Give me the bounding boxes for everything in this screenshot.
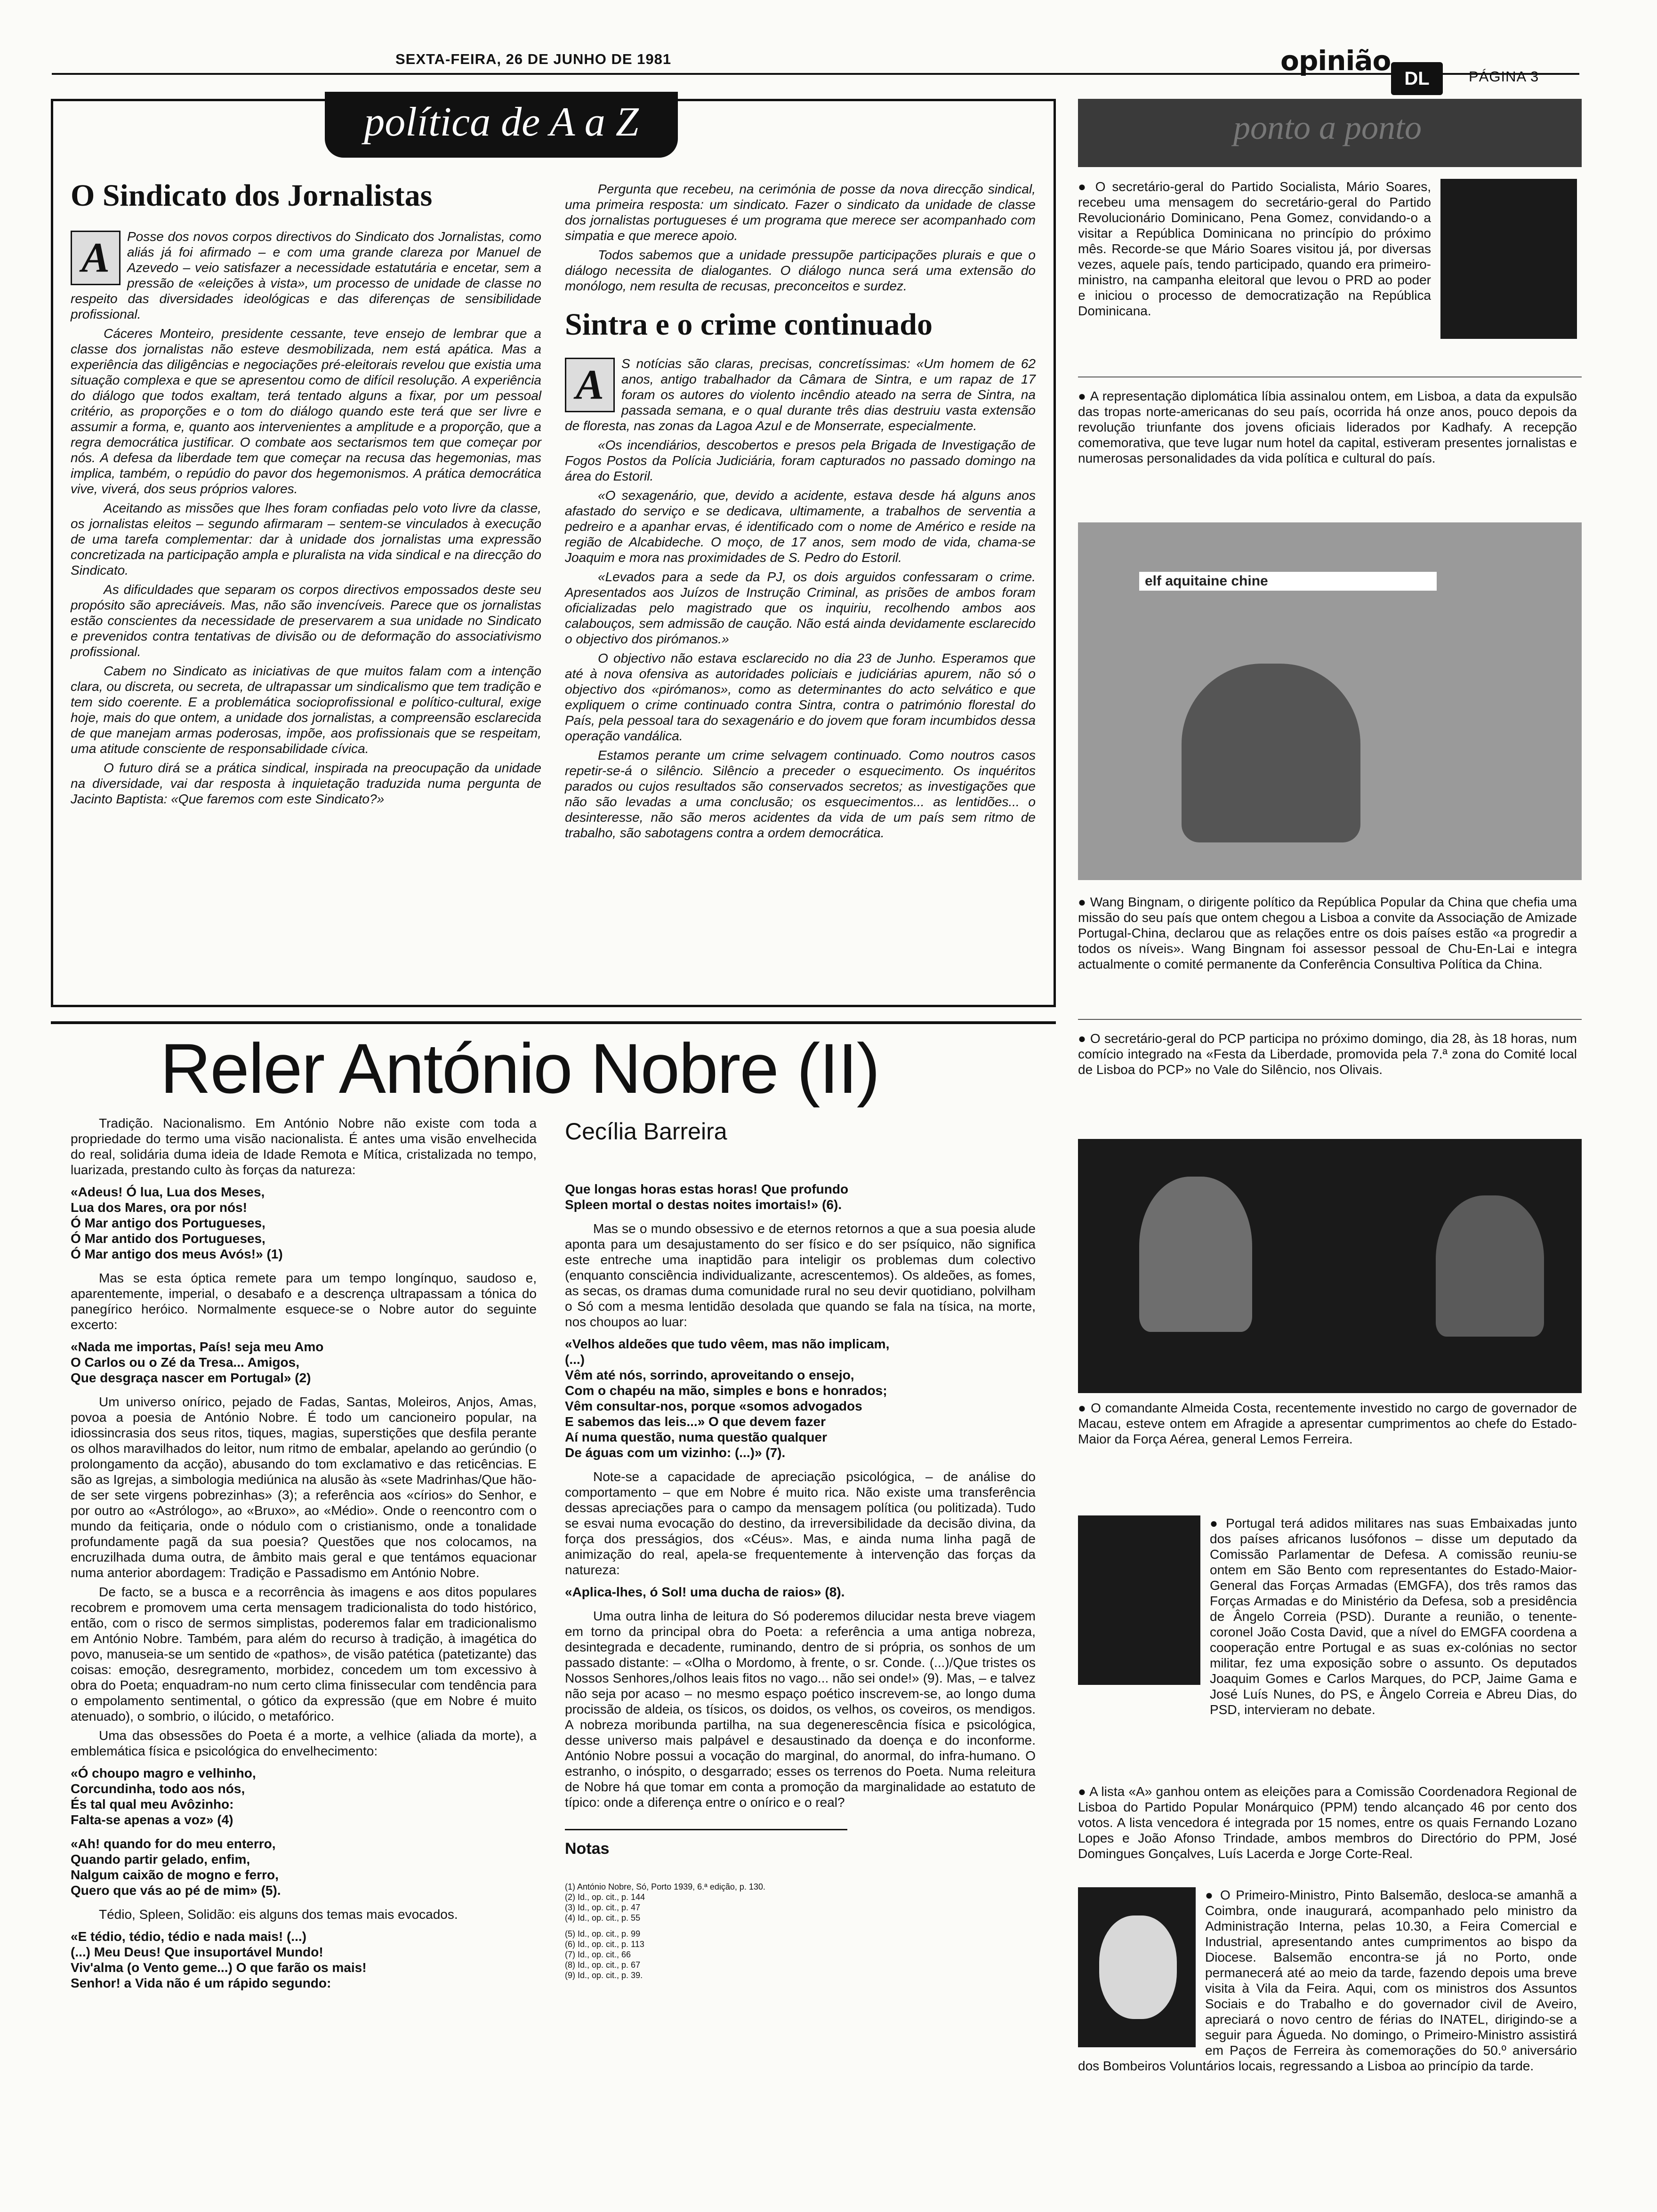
note-item: (6) Id., op. cit., p. 113 xyxy=(565,1940,644,1949)
photo-china-delegation xyxy=(1078,522,1582,880)
poem-3 xyxy=(71,1765,537,1827)
bullet-icon: ● xyxy=(1078,179,1095,194)
paragraph: Estamos perante um crime selvagem continuado. Como noutros casos repetir-se-á o silêncio. Silêncio a preceder o esquecimento. Os inquéritos parados ou cujos resultados são conservados secretos; as investigações que não são levadas a uma conclusão; os esquecimentos... as lentidões... o desinteresse, não são meros acidentes da vida de um país sem ritmo de trabalho, são sabotagens contra a ordem democrática. xyxy=(565,748,1036,840)
paragraph: As dificuldades que separam os corpos directivos empossados deste seu propósito são apreciáveis. Mas, não são invencíveis. Parece que os jornalistas estão conscientes da necessidade de preservarem a sua unidade no Sindicato e prevenidos contra tentativas de divisão ou de deformação do associativismo profissional. xyxy=(71,582,541,659)
poem-line: «Ah! quando for do meu enterro, xyxy=(71,1836,276,1851)
poem-line: «Velhos aldeões que tudo vêem, mas não implicam, xyxy=(565,1337,890,1351)
header-section-tag: DL xyxy=(1391,62,1443,95)
poem-line: Aí numa questão, numa questão qualquer xyxy=(565,1430,827,1444)
paragraph: Note-se a capacidade de apreciação psicológica, – de análise do comportamento – que em Nobre é muito rica. Não existe uma transferência dessas apreciações para o campo da mensagem política (ou politizada). Tudo se esvai numa evocação do destino, da irreversibilidade da decisão divina, da força dos presságios, dos «Céus». Mas, e ainda numa linha pagã de animização do real, apela-se frequentemente à intervenção das forças da natureza: xyxy=(565,1469,1036,1577)
poem-line: És tal qual meu Avôzinho: xyxy=(71,1797,234,1811)
poem-line: (...) xyxy=(565,1352,585,1367)
ponto-item-7: ● A lista «A» ganhou ontem as eleições para a Comissão Coordenadora Regional de Lisboa do Partido Popular Monárquico (PPM) tendo alcançado 46 por cento dos votos. A lista vencedora é integrada por 15 nomes, entre os quais Fernando Lozano Lopes e João Afonso Trindade, ambos membros do Directório do PPM, José Domingues Gonçalves, Luís Lacerda e Jorge Corte-Real. xyxy=(1078,1784,1577,1861)
paragraph: Cáceres Monteiro, presidente cessante, teve ensejo de lembrar que a classe dos jornalistas não esteve desmobilizada, nem está apática. Mas a experiência das diligências e negociações pré-eleitorais revelou que existia uma situação complexa e que se apresentou como de difícil resolução. A experiência do diálogo que todos exaltam, terá tentado alguns a fixar, por um pessoal critério, as proporções e o tom do diálogo quando este terá que ser livre e assumir a forma, e, quanto aos intervenientes a amplitude e a proporção, que a regra democrática justificar. O combate aos sectarismos tem que começar por nós. A defesa da liberdade tem que começar na recusa das hegemonias, mas implica, também, o repúdio do pavor dos hegemonismos. A prática democrática vive, viverá, dos seus próprios valores. xyxy=(71,326,541,496)
bullet-icon: ● xyxy=(1078,1031,1090,1046)
ponto-item-3: ● Wang Bingnam, o dirigente político da República Popular da China que chefia uma missão do seu país que ontem chegou a Lisboa a convite da Associação de Amizade Portugal-China, declarou que as relações entre os dois países estão «a progredir a todos os níveis». Wang Bingnam foi assessor pessoal de Chu-En-Lai e integra actualmente o comité permanente da Conferência Consultiva Política da China. xyxy=(1078,895,1577,971)
note-item: (8) Id., op. cit., p. 67 xyxy=(565,1960,641,1970)
paragraph: «Levados para a sede da PJ, os dois arguidos confessaram o crime. Apresentados aos Juízos de Instrução Criminal, as prisões de ambos foram oficializadas pelo magistrado que os inquiriu, recolhendo ambos aos calabouços, sem admissão de caução. Não está ainda devidamente esclarecido o objectivo dos pirómanos.» xyxy=(565,569,1036,646)
bullet-icon: ● xyxy=(1210,1516,1226,1531)
poem-line: Vêm até nós, sorrindo, aproveitando o ensejo, xyxy=(565,1368,854,1382)
paragraph: Mas se esta óptica remete para um tempo longínquo, saudoso e, aparentemente, imperial, o desabafo e a descrença ultrapassam a tónica do panegírico heróico. Normalmente esquece-se o Nobre autor do seguinte excerto: xyxy=(71,1271,537,1332)
paragraph: Uma outra linha de leitura do Só poderemos dilucidar nesta breve viagem em torno da principal obra do Poeta: a referência a uma antiga nobreza, desintegrada e decadente, ruminando, dentro de si própria, os sonhos de um passado distante: – «Olha o Mordomo, à frente, o sr. Conde. (...)/Que tristes os Nossos Senhores,/olhos leais fitos no vago... não sei onde!» (9). Mas, – e talvez não seja por acaso – no mesmo espaço poético inscrevem-se, ao longo duma procissão de aldeia, os tísicos, os doidos, os velhos, os coveiros, os mendigos. A nobreza moribunda partilha, na sua degenerescência física e psicológica, desse universo mais palpável e desaustinado da doença e do inconforme. António Nobre possui a vocação do marginal, do anormal, do infra-humano. O estranho, o inóspito, o desgarrado; esses os terrenos do Poeta. Numa releitura de Nobre há que tomar em conta a promoção da marginalidade ao estatuto de típico: onde a diferença entre o onírico e o real? xyxy=(565,1609,1036,1810)
poem-line: «Nada me importas, País! seja meu Amo xyxy=(71,1339,324,1354)
paragraph: Posse dos novos corpos directivos do Sindicato dos Jornalistas, como aliás já foi afirmado – e com uma grande clareza por Manuel de Azevedo – veio satisfazer a necessidade estatutária e encetar, sem a pressão de «eleições à vista», um processo de unidade de classe no respeito das diversidades ideológicas e das diferenças de sensibilidade profissional. xyxy=(71,229,541,321)
paragraph: S notícias são claras, precisas, concretíssimas: «Um homem de 62 anos, antigo trabalhador da Câmara de Sintra, e um rapaz de 17 foram os autores do violento incêndio ateado na serra de Sintra, na passada semana, e o qual durante três dias destruiu vasta extensão de floresta, nas zonas da Lagoa Azul e de Monserrate, especialmente. xyxy=(565,356,1036,433)
poem-line: Spleen mortal o destas noites imortais!» (6). xyxy=(565,1197,842,1212)
ponto-item-5: ● O comandante Almeida Costa, recentemente investido no cargo de governador de Macau, esteve ontem em Afragide a apresentar cumprimentos ao chefe do Estado-Maior da Força Aérea, general Lemos Ferreira. xyxy=(1078,1401,1577,1446)
poem-line: «E tédio, tédio, tédio e nada mais! (...) xyxy=(71,1929,306,1944)
poem-2 xyxy=(71,1339,537,1386)
poem-line: Com o chapéu na mão, simples e bons e honrados; xyxy=(565,1383,887,1398)
poem-line: «Adeus! Ó lua, Lua dos Meses, xyxy=(71,1185,265,1199)
photo-figures xyxy=(1182,664,1360,842)
note-item: (4) Id., op. cit., p. 55 xyxy=(565,1913,641,1923)
bullet-icon: ● xyxy=(1205,1888,1220,1902)
poem-line: Quando partir gelado, enfim, xyxy=(71,1852,250,1867)
poem-line: Que longas horas estas horas! Que profundo xyxy=(565,1182,849,1196)
photo-almeida-costa xyxy=(1078,1139,1582,1393)
ponto-item-2: ● A representação diplomática líbia assinalou ontem, em Lisboa, a data da expulsão das tropas norte-americanas do seu país, ocorrida há onze anos, pouco depois da revolução triunfante dos jovens oficiais liderados por Kadhafy. A recepção comemorativa, que teve lugar num hotel da capital, estiveram presentes jornalistas e numerosas personalidades da vida política e cultural do país. xyxy=(1078,389,1577,465)
poem-6 xyxy=(565,1181,1036,1212)
poem-8 xyxy=(565,1584,1036,1600)
dropcap-a: A xyxy=(565,358,615,412)
note-item: (1) António Nobre, Só, Porto 1939, 6.ª edição, p. 130. xyxy=(565,1882,765,1891)
photo-mario-soares xyxy=(1440,179,1577,339)
paragraph: Tradição. Nacionalismo. Em António Nobre não existe com toda a propriedade do termo uma visão nacionalista. É antes uma visão envelhecida do real, solidária duma ideia de Idade Remota e Mítica, cristalizada no tempo, luarizada, prestando culto às forças da natureza: xyxy=(71,1116,537,1177)
paragraph: O objectivo não estava esclarecido no dia 23 de Junho. Esperamos que até à nova ofensiva as autoridades policiais e judiciárias apurem, não só o objectivo dos «pirómanos», como as determinantes do acto selvático e que expliquem o crime continuado contra Sintra, contra o património florestal do País, pela pessoal tara do sexagenário e do jovem que foram incumbidos dessa operação vandálica. xyxy=(565,651,1036,743)
poem-line: Corcundinha, todo aos nós, xyxy=(71,1781,245,1796)
poem-line: Vêm consultar-nos, porque «somos advogados xyxy=(565,1399,862,1413)
divider xyxy=(1078,1019,1582,1020)
notes-list xyxy=(565,1882,1036,1980)
header-date: SEXTA-FEIRA, 26 DE JUNHO DE 1981 xyxy=(395,51,672,67)
poem-line: Que desgraça nascer em Portugal» (2) xyxy=(71,1370,311,1385)
main-headline: Reler António Nobre (II) xyxy=(160,1029,879,1108)
poem-line: Quero que vás ao pé de mim» (5). xyxy=(71,1883,281,1898)
note-item: (2) Id., op. cit., p. 144 xyxy=(565,1892,645,1902)
bullet-icon: ● xyxy=(1078,1401,1091,1415)
photo-sign-text: elf aquitaine chine xyxy=(1139,572,1437,591)
main-column-1 xyxy=(71,1115,537,1999)
poem-line: E sabemos das leis...» O que devem fazer xyxy=(565,1414,826,1429)
paragraph: Aceitando as missões que lhes foram confiadas pelo voto livre da classe, os jornalistas eleitos – segundo afirmaram – sentem-se vinculados à execução de uma tarefa complementar: dar à unidade dos jornalistas uma expressão concretizada na participação ampla e pluralista na vida sindical e na direcção do Sindicato. xyxy=(71,501,541,577)
dropcap-a: A xyxy=(71,231,121,285)
article-sindicato-body xyxy=(71,229,541,807)
paragraph: Mas se o mundo obsessivo e de eternos retornos a que a sua poesia alude aponta para um desajustamento do ser físico e do ser psíquico, não significa este entreche uma inaptidão para inteligir os problemas dum colectivo (enquanto consciência individualizante, acrescentemos). Os aldeões, as fomes, as secas, os dramas duma comunidade rural no seu devir quotidiano, polvilham o Só com a mesma lentidão desolada que quando se fala na tísica, na morte, nos choupos ao luar: xyxy=(565,1221,1036,1329)
paragraph: «Os incendiários, descobertos e presos pela Brigada de Investigação de Fogos Postos da Polícia Judiciária, foram capturados no passado domingo na área do Estoril. xyxy=(565,438,1036,483)
photo-figure-left xyxy=(1139,1177,1252,1332)
paragraph: Pergunta que recebeu, na cerimónia de posse da nova direcção sindical, uma primeira resposta: um sindicato. Fazer o sindicato da unidade de classe dos jornalistas portugueses é um programa que merece ser acompanhado com simpatia e que merece apoio. xyxy=(565,182,1036,243)
poem-line: Ó Mar antigo dos Portugueses, xyxy=(71,1216,265,1230)
note-item: (3) Id., op. cit., p. 47 xyxy=(565,1903,641,1912)
header-section: opinião xyxy=(1280,45,1391,77)
poem-line: Ó Mar antigo dos meus Avós!» (1) xyxy=(71,1247,283,1261)
headline-top-rule xyxy=(51,1021,1056,1024)
poem-line: De águas com um vizinho: (...)» (7). xyxy=(565,1445,786,1460)
ponto-item-4: ● O secretário-geral do PCP participa no próximo domingo, dia 28, às 18 horas, num comício integrado na «Festa da Liberdade, promovida pela 7.ª zona do Comité local de Lisboa do PCP» no Vale do Silêncio, nos Olivais. xyxy=(1078,1031,1577,1077)
main-column-2 xyxy=(565,1181,1036,1980)
ponto-item-8: ● O Primeiro-Ministro, Pinto Balsemão, desloca-se amanhã a Coimbra, onde inaugurará, acompanhado pelo ministro da Administração Interna, pelas 10.30, a Feira Comercial e Industrial, apresentando antes cumprimentos ao bispo da Diocese. Balsemão encontra-se já no Porto, onde permanecerá até ao meio da tarde, fazendo depois uma breve visita à Vila da Feira. Aqui, com os ministros dos Assuntos Sociais e do Trabalho e do governador civil de Aveiro, apreciará o novo centro de férias do INATEL, dirigindo-se a seguir para Águeda. No domingo, o Primeiro-Ministro assistirá em Paços de Ferreira às comemorações do 50.º aniversário dos Bombeiros Voluntários locais, regressando a Lisboa ao princípio da tarde. xyxy=(1078,1888,1577,2073)
poem-line: Ó Mar antido dos Portugueses, xyxy=(71,1231,265,1246)
bullet-icon: ● xyxy=(1078,1784,1090,1799)
photo-figure-right xyxy=(1436,1195,1544,1337)
article-column-2 xyxy=(565,181,1036,844)
paragraph: Uma das obsessões do Poeta é a morte, a velhice (aliada da morte), a emblemática física e psicológica do envelhecimento: xyxy=(71,1728,537,1758)
main-byline: Cecília Barreira xyxy=(565,1118,727,1145)
poem-line: O Carlos ou o Zé da Tresa... Amigos, xyxy=(71,1355,299,1370)
paragraph: Um universo onírico, pejado de Fadas, Santas, Moleiros, Anjos, Amas, povoa a poesia de António Nobre. É todo um cancioneiro popular, na idiossincrasia dos seus ritos, tiques, magias, superstições que desfila perante os olhos maravilhados do leitor, num ritmo de embalar, apelando ao gerúndio (o prolongamento da acção), abusando do tom exclamativo e das reticências. E são as Igrejas, a simbologia mediúnica na alusão às «sete Madrinhas/Que hão-de ser sete virgens pobrezinhas» (3); a referência aos «círios» do Senhor, e por outro ao «Astrólogo», ao «Bruxo», ao «Médio». Onde o reencontro com o mundo da feitiçaria, onde o nódulo com o cristianismo, onde a tonalidade profundamente pagã da sua poesia? Questões que nos colocamos, na encruzilhada duma outra, de âmbito mais geral e que tentámos equacionar numa anterior abordagem: Tradição e Passadismo em António Nobre. xyxy=(71,1395,537,1580)
paragraph: Todos sabemos que a unidade pressupõe participações plurais e que o diálogo necessita de dialogantes. O diálogo nunca será uma extensão do monólogo, nem resulta de recusas, preconceitos e surdez. xyxy=(565,248,1036,293)
ponto-banner xyxy=(1078,99,1582,167)
poem-line: Viv'alma (o Vento geme...) O que farão os mais! xyxy=(71,1960,367,1975)
paragraph: De facto, se a busca e a recorrência às imagens e aos ditos populares recobrem e promovem uma certa mensagem tradicionalista do todo histórico, então, com o risco de sermos simplistas, poderemos falar em tradicionalismo em António Nobre. Também, para além do recurso à tradição, à imagética do povo, manuseia-se um sentido de «pathos», de visão patética (patetizante) das coisas: emoção, desregramento, morbidez, concedem um tom excessivo à obra do Poeta; enquadram-no num certo clima finissecular com tendência para o empolamento sentimental, o gótico da expressão (que em Nobre é muito atenuado), o sombrio, o ilúcido, o metafórico. xyxy=(71,1585,537,1723)
poem-line: Lua dos Mares, ora por nós! xyxy=(71,1200,247,1215)
bullet-icon: ● xyxy=(1078,389,1090,403)
photo-spacer xyxy=(1078,1887,1205,2052)
poem-1 xyxy=(71,1184,537,1262)
poem-line: Nalgum caixão de mogno e ferro, xyxy=(71,1867,279,1882)
poem-line: «Ó choupo magro e velhinho, xyxy=(71,1766,256,1780)
poem-4 xyxy=(71,1836,537,1898)
notes-title: Notas xyxy=(565,1840,610,1858)
article-sintra-body xyxy=(565,356,1036,841)
note-item: (9) Id., op. cit., p. 39. xyxy=(565,1971,643,1980)
poem-line: Senhor! a Vida não é um rápido segundo: xyxy=(71,1976,331,1990)
note-item: (7) Id., op. cit., 66 xyxy=(565,1950,631,1959)
poem-line: (...) Meu Deus! Que insuportável Mundo! xyxy=(71,1945,323,1959)
paragraph: Tédio, Spleen, Solidão: eis alguns dos temas mais evocados. xyxy=(99,1907,458,1922)
poem-5 xyxy=(71,1929,537,1991)
poem-line: Falta-se apenas a voz» (4) xyxy=(71,1812,233,1827)
note-item: (5) Id., op. cit., p. 99 xyxy=(565,1929,641,1939)
poem-7 xyxy=(565,1336,1036,1460)
ponto-item-1: ● O secretário-geral do Partido Socialista, Mário Soares, recebeu uma mensagem do secretário-geral do Partido Revolucionário Dominicano, Pena Gomez, convidando-o a visitar a República Dominicana no princípio do próximo mês. Recorde-se que Mário Soares visitou já, por diversas vezes, aquele país, tendo participado, quando era primeiro-ministro, na campanha eleitoral que levou o PRD ao poder e iniciou o processo de democratização na República Dominicana. xyxy=(1078,179,1431,318)
header-page: PÁGINA 3 xyxy=(1469,68,1539,85)
paragraph: O futuro dirá se a prática sindical, inspirada na preocupação da unidade na diversidade, vai dar resposta à inquietação traduzida numa pergunta de Jacinto Baptista: «Que faremos com este Sindicato?» xyxy=(71,761,541,806)
politica-banner: política de A a Z xyxy=(325,92,678,158)
article-sindicato xyxy=(71,179,541,810)
notes-rule xyxy=(565,1829,847,1830)
paragraph: Cabem no Sindicato as iniciativas de que muitos falam com a intenção clara, ou discreta, ou secreta, de ultrapassar um sindicalismo que tem tradição e tem sido coerente. E a problemática socioprofissional e político-cultural, exige hoje, mais do que ontem, a unidade dos jornalistas, a compreensão esclarecida de que manejam armas poderosas, impõe, aos profissionais que se respeitam, uma atitude consciente de responsabilidade cívica. xyxy=(71,664,541,756)
article-sindicato-title: O Sindicato dos Jornalistas xyxy=(71,178,433,213)
article-sintra-title: Sintra e o crime continuado xyxy=(565,307,933,342)
photo-defesa-commission xyxy=(1078,1515,1200,1685)
ponto-item-6: ● Portugal terá adidos militares nas suas Embaixadas junto dos países africanos lusófonos – disse um deputado da Comissão Parlamentar de Defesa. A comissão reuniu-se ontem em São Bento com representantes do Estado-Maior-General das Forças Armadas (EMGFA), dos três ramos das Forças Armadas e do Ministério da Defesa, sob a presidência de Ângelo Correia (PSD). Durante a reunião, o tenente-coronel João Costa David, que a nível do EMGFA coordena a cooperação entre Portugal e as suas ex-colónias no sector militar, fez uma exposição sobre o assunto. Os deputados Joaquim Gomes e Carlos Marques, do PCP, Jaime Gama e José Luís Nunes, do PS, e Ângelo Correia e Abreu Dias, do PSD, intervieram no debate. xyxy=(1210,1516,1577,1717)
paragraph: «O sexagenário, que, devido a acidente, estava desde há alguns anos afastado do serviço e se dedicava, ultimamente, a trabalhos de serventia a pedreiro e a apanhar ervas, é identificado com o nome de Américo e reside na região de Alcabideche. O moço, de 17 anos, sem modo de vida, chama-se Joaquim e mora nas proximidades de S. Pedro do Estoril. xyxy=(565,488,1036,565)
bullet-icon: ● xyxy=(1078,895,1090,909)
ponto-banner-label: ponto a ponto xyxy=(1233,109,1422,146)
poem-line: «Aplica-lhes, ó Sol! uma ducha de raios» (8). xyxy=(565,1585,845,1599)
